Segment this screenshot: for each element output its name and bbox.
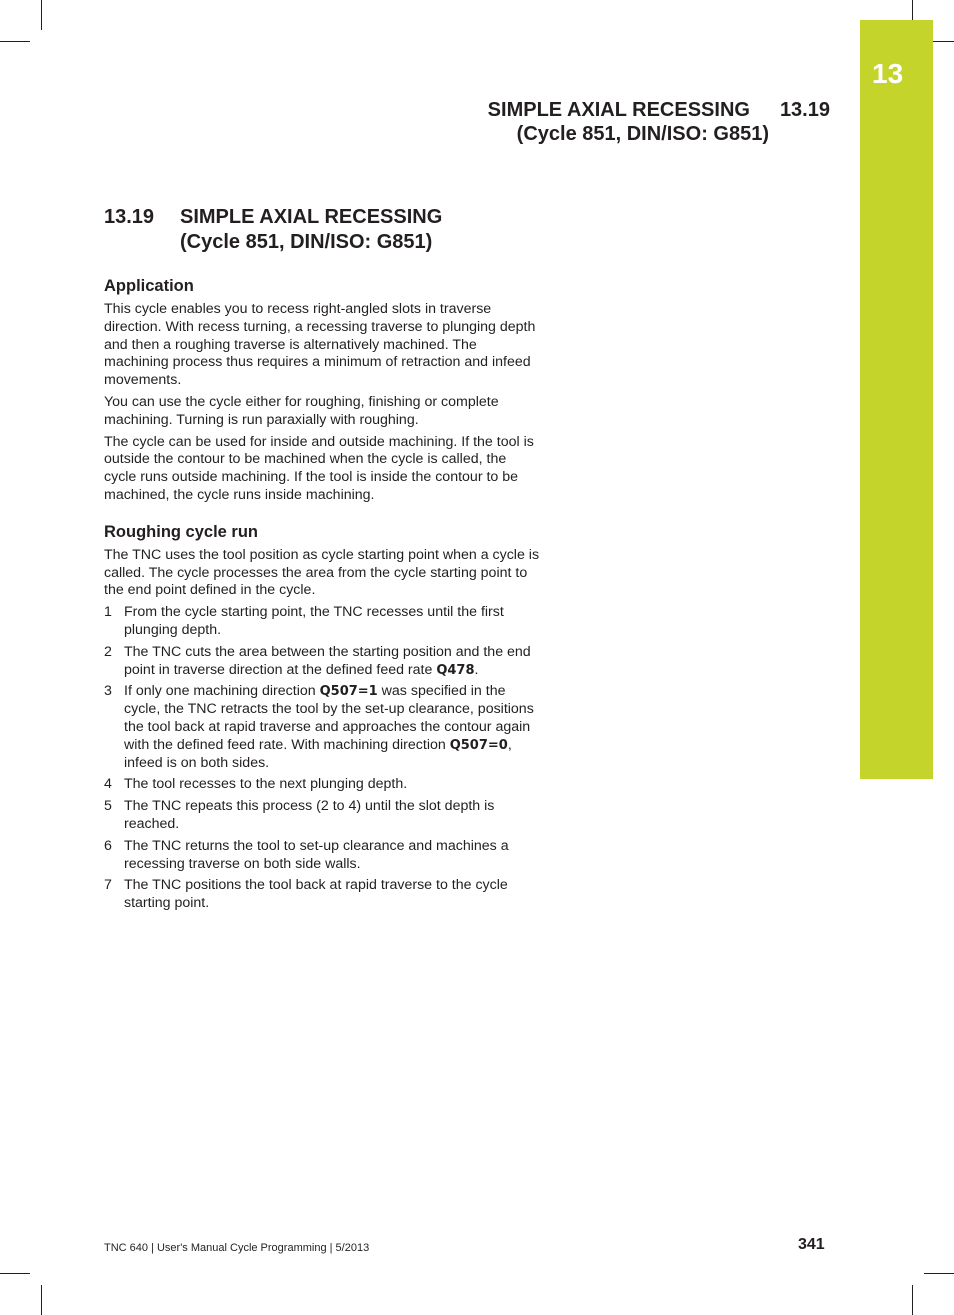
section-number: 13.19 (104, 206, 155, 228)
running-header-title: SIMPLE AXIAL RECESSING (487, 99, 750, 121)
step-number: 5 (104, 798, 112, 815)
step-number: 6 (104, 837, 112, 854)
step-number: 1 (104, 604, 112, 621)
step-text: The TNC positions the tool back at rapid traverse to the cycle starting point. (124, 877, 508, 912)
step-text: If only one machining direction (124, 683, 320, 700)
step-text: , infeed is on both sides. (124, 736, 512, 771)
crop-mark (0, 41, 30, 42)
crop-mark (41, 1285, 42, 1315)
roughing-heading: Roughing cycle run (104, 522, 259, 541)
list-item (104, 877, 542, 913)
step-number: 7 (104, 877, 112, 894)
running-header-number: 13.19 (779, 99, 830, 121)
step-text: . (474, 661, 479, 678)
roughing-intro: The TNC uses the tool position as cycle starting point when a cycle is called. The cycle processes the area from the cycle starting point to the end point defined in the cycle. (104, 546, 540, 599)
step-number: 4 (104, 776, 112, 793)
crop-mark (0, 1273, 30, 1274)
running-header (488, 98, 830, 146)
step-text: was specified in the cycle, the TNC retracts the tool by the set-up clearance, positions the tool back at rapid traverse and approaches the contour again with the defined feed rate. With machining direction (124, 683, 534, 753)
parameter-code: Q478 (436, 662, 475, 678)
parameter-code: Q507=1 (319, 684, 378, 700)
list-item (104, 644, 542, 680)
main-content (104, 276, 542, 917)
crop-mark (924, 1273, 954, 1274)
step-text: The TNC returns the tool to set-up clearance and machines a recessing traverse on both side walls. (124, 837, 509, 872)
crop-mark (41, 0, 42, 30)
list-item (104, 604, 542, 640)
chapter-number: 13 (872, 58, 904, 89)
roughing-steps-list (104, 604, 542, 913)
footer-text: TNC 640 | User's Manual Cycle Programming | 5/2013 (104, 1242, 370, 1254)
application-paragraph: This cycle enables you to recess right-angled slots in traverse direction. With recess turning, a recessing traverse to plunging depth and then a roughing traverse is alternatively machined. The machining process thus requires a minimum of retraction and infeed movements. (104, 301, 536, 389)
step-number: 3 (104, 683, 112, 700)
running-header-subtitle: (Cycle 851, DIN/ISO: G851) (516, 123, 769, 145)
step-number: 2 (104, 643, 112, 660)
section-title (104, 205, 442, 255)
step-text: From the cycle starting point, the TNC recesses until the first plunging depth. (124, 604, 504, 638)
list-item (104, 776, 542, 794)
step-text: The TNC cuts the area between the starting position and the end point in traverse direction at the defined feed rate (124, 643, 531, 678)
list-item (104, 798, 542, 834)
application-paragraph: The cycle can be used for inside and outside machining. If the tool is outside the contour to be machined when the cycle is called, the cycle runs outside machining. If the tool is inside the contour to be machined, the cycle runs inside machining. (104, 433, 534, 503)
crop-mark (912, 1285, 913, 1315)
page-number: 341 (798, 1236, 825, 1253)
list-item (104, 683, 542, 772)
application-paragraph: You can use the cycle either for roughing, finishing or complete machining. Turning is run paraxially with roughing. (104, 393, 499, 428)
step-text: The tool recesses to the next plunging depth. (124, 776, 408, 793)
application-heading: Application (104, 277, 194, 295)
section-title-line2: (Cycle 851, DIN/ISO: G851) (180, 231, 433, 253)
running-header-line1 (488, 98, 830, 122)
chapter-tab (860, 20, 933, 779)
parameter-code: Q507=0 (449, 737, 508, 753)
list-item (104, 838, 542, 874)
step-text: The TNC repeats this process (2 to 4) until the slot depth is reached. (124, 798, 495, 832)
section-title-line1: SIMPLE AXIAL RECESSING (180, 206, 443, 228)
